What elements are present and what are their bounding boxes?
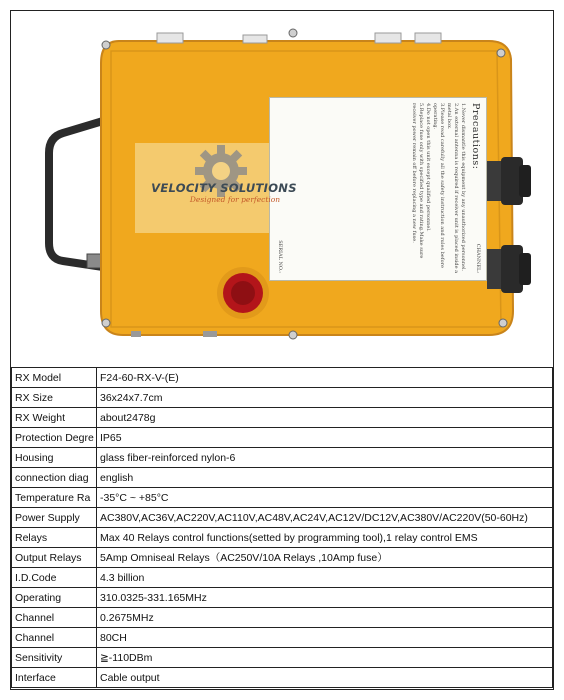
precautions-title: Precautions: bbox=[470, 103, 481, 170]
table-row bbox=[12, 508, 553, 528]
spec-key: RX Size bbox=[12, 388, 97, 408]
spec-key: I.D.Code bbox=[12, 568, 97, 588]
spec-key: Housing bbox=[12, 448, 97, 468]
table-row bbox=[12, 428, 553, 448]
spec-key: RX Model bbox=[12, 368, 97, 388]
table-row bbox=[12, 528, 553, 548]
table-row bbox=[12, 368, 553, 388]
spec-value: english bbox=[97, 468, 553, 488]
table-row bbox=[12, 448, 553, 468]
table-row bbox=[12, 388, 553, 408]
spec-value: F24-60-RX-V-(E) bbox=[97, 368, 553, 388]
table-row bbox=[12, 568, 553, 588]
precaution-line: 3.Please read carefully all the safety instruction and rules before operating. bbox=[432, 103, 445, 268]
precaution-line: 2.An external antenna is required if receiver unit is placed inside a metal box. bbox=[446, 103, 459, 274]
spec-value: glass fiber-reinforced nylon-6 bbox=[97, 448, 553, 468]
spec-key: connection diag bbox=[12, 468, 97, 488]
spec-key: Sensitivity bbox=[12, 648, 97, 668]
receiver-photo bbox=[11, 11, 553, 367]
spec-value: ≧-110DBm bbox=[97, 648, 553, 668]
spec-value: AC380V,AC36V,AC220V,AC110V,AC48V,AC24V,AC12V/DC12V,AC380V/AC220V(50-60Hz) bbox=[97, 508, 553, 528]
spec-value: 310.0325-331.165MHz bbox=[97, 588, 553, 608]
product-sheet bbox=[10, 10, 554, 690]
precaution-line: 1.Never dismantle this equipment by any unauthorized personnel. bbox=[460, 103, 466, 272]
table-row bbox=[12, 628, 553, 648]
spec-value: 80CH bbox=[97, 628, 553, 648]
table-row bbox=[12, 588, 553, 608]
spec-key: Channel bbox=[12, 628, 97, 648]
spec-value: -35°C ~ +85°C bbox=[97, 488, 553, 508]
spec-value: 4.3 billion bbox=[97, 568, 553, 588]
watermark-brand: VELOCITY SOLUTIONS bbox=[151, 181, 297, 195]
serial-field: SERIAL NO.: bbox=[277, 240, 283, 273]
spec-key: Relays bbox=[12, 528, 97, 548]
table-row bbox=[12, 668, 553, 688]
spec-value: IP65 bbox=[97, 428, 553, 448]
spec-value: 0.2675MHz bbox=[97, 608, 553, 628]
spec-key: Output Relays bbox=[12, 548, 97, 568]
spec-value: Max 40 Relays control functions(setted by programming tool),1 relay control EMS bbox=[97, 528, 553, 548]
precaution-line: 4.Do not open this unit except qualified personnel. bbox=[425, 103, 431, 232]
table-row bbox=[12, 408, 553, 428]
spec-value: about2478g bbox=[97, 408, 553, 428]
spec-value: 36x24x7.7cm bbox=[97, 388, 553, 408]
table-row bbox=[12, 488, 553, 508]
spec-value: 5Amp Omniseal Relays（AC250V/10A Relays ,10Amp fuse） bbox=[97, 548, 553, 568]
spec-key: Protection Degre bbox=[12, 428, 97, 448]
spec-key: RX Weight bbox=[12, 408, 97, 428]
table-row bbox=[12, 648, 553, 668]
brand-watermark bbox=[135, 143, 313, 233]
watermark-slogan: Designed for perfection bbox=[189, 195, 281, 204]
precaution-line: 5.Replace fuse only with specified type and rating.Make sure receiver power remain off before replacing a new fuse. bbox=[411, 103, 424, 259]
spec-key: Power Supply bbox=[12, 508, 97, 528]
table-row bbox=[12, 608, 553, 628]
channel-field: CHANNEL: bbox=[475, 243, 481, 273]
spec-value: Cable output bbox=[97, 668, 553, 688]
spec-key: Operating bbox=[12, 588, 97, 608]
spec-table bbox=[11, 367, 553, 688]
spec-key: Interface bbox=[12, 668, 97, 688]
table-row bbox=[12, 548, 553, 568]
spec-key: Channel bbox=[12, 608, 97, 628]
table-row bbox=[12, 468, 553, 488]
spec-key: Temperature Ra bbox=[12, 488, 97, 508]
